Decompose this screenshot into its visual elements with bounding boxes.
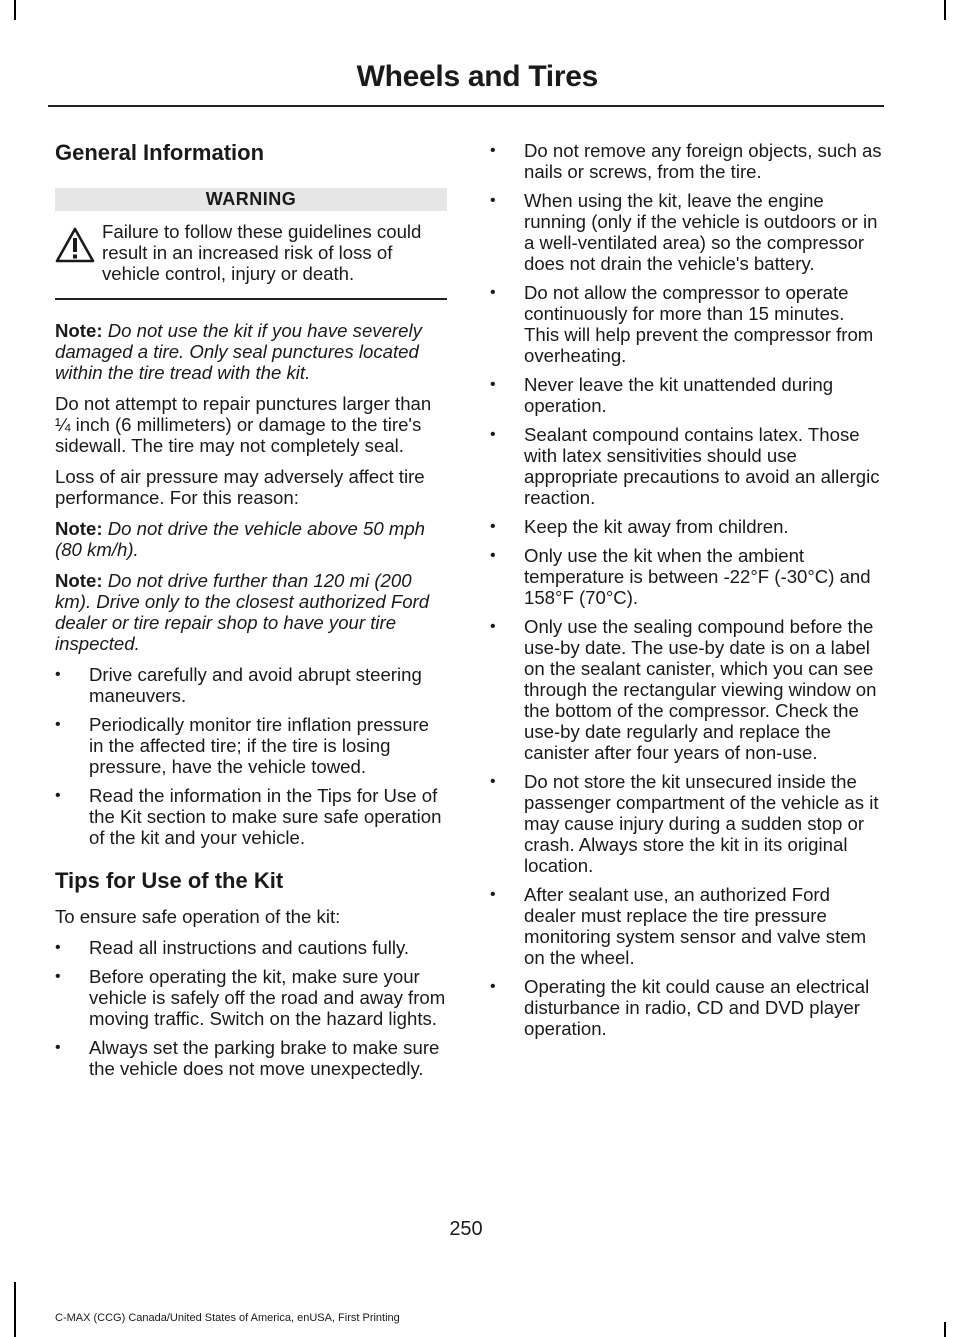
right-column [490,140,882,1047]
note-distance-limit [55,570,447,654]
crop-mark-top-right [944,0,946,20]
warning-text: Failure to follow these guidelines could result in an increased risk of loss of vehicle control, injury or death. [102,221,422,284]
list-item: • Before operating the kit, make sure your vehicle is safely off the road and away from moving traffic. Switch on the hazard lights. [55,966,447,1029]
footer-publication-info: C-MAX (CCG) Canada/United States of America, enUSA, First Printing [55,1312,400,1324]
page-number: 250 [449,1218,483,1240]
note-text: Do not drive further than 120 mi (200 km). Drive only to the closest authorized Ford dealer or tire repair shop to have your tire inspected. [55,570,430,654]
list-item: • Operating the kit could cause an electrical disturbance in radio, CD and DVD player operation. [490,976,882,1039]
crop-mark-top-left [14,0,16,20]
warning-box [55,188,447,300]
list-item: • Sealant compound contains latex. Those with latex sensitivities should use appropriate precautions to avoid an allergic reaction. [490,424,882,508]
note-speed-limit [55,518,447,560]
paragraph-puncture-size: Do not attempt to repair punctures larger than ¼ inch (6 millimeters) or damage to the tire's sidewall. The tire may not completely seal. [55,393,432,456]
note-label: Note: [55,518,103,539]
list-item: • Do not store the kit unsecured inside the passenger compartment of the vehicle as it may cause injury during a sudden stop or crash. Always store the kit in its original location. [490,771,882,876]
header-divider [48,105,884,107]
list-item: • When using the kit, leave the engine running (only if the vehicle is outdoors or in a well-ventilated area) so the compressor does not drain the vehicle's battery. [490,190,882,274]
note-text: Do not use the kit if you have severely damaged a tire. Only seal punctures located within the tire tread with the kit. [55,320,422,383]
list-item: • Keep the kit away from children. [490,516,882,537]
list-item: • Periodically monitor tire inflation pressure in the affected tire; if the tire is losing pressure, have the vehicle towed. [55,714,447,777]
note-label: Note: [55,320,103,341]
left-column [55,140,447,1087]
tips-list-left [55,937,447,1079]
list-item: • Only use the sealing compound before the use-by date. The use-by date is on a label on the sealant canister, which you can see through the rectangular viewing window on the bottom of the compressor. Check the use-by date regularly and replace the canister after four years of non-use. [490,616,882,763]
warning-divider [55,298,447,300]
list-item: • Only use the kit when the ambient temperature is between -22°F (-30°C) and 158°F (70°C). [490,545,882,608]
page-header-title: Wheels and Tires [356,60,598,93]
tips-list-right [490,140,882,1039]
paragraph-air-pressure: Loss of air pressure may adversely affect tire performance. For this reason: [55,466,425,508]
driving-precautions-list [55,664,447,848]
list-item: • After sealant use, an authorized Ford dealer must replace the tire pressure monitoring system sensor and valve stem on the wheel. [490,884,882,968]
crop-mark-bottom-left [14,1282,16,1337]
list-item: • Read all instructions and cautions fully. [55,937,447,958]
list-item: • Never leave the kit unattended during operation. [490,374,882,416]
crop-mark-bottom-right [944,1322,946,1337]
section-heading-tips: Tips for Use of the Kit [55,868,284,893]
section-heading-general-information: General Information [55,140,265,165]
warning-title: WARNING [55,188,447,211]
note-severe-damage [55,320,447,383]
list-item: • Drive carefully and avoid abrupt steering maneuvers. [55,664,447,706]
list-item: • Always set the parking brake to make sure the vehicle does not move unexpectedly. [55,1037,447,1079]
note-text: Do not drive the vehicle above 50 mph (80 km/h). [55,518,426,560]
list-item: • Do not allow the compressor to operate continuously for more than 15 minutes. This will help prevent the compressor from overheating. [490,282,882,366]
list-item: • Read the information in the Tips for Use of the Kit section to make sure safe operation of the kit and your vehicle. [55,785,447,848]
note-label: Note: [55,570,103,591]
warning-triangle-icon [55,227,95,263]
list-item: • Do not remove any foreign objects, such as nails or screws, from the tire. [490,140,882,182]
paragraph-tips-intro: To ensure safe operation of the kit: [55,906,341,927]
